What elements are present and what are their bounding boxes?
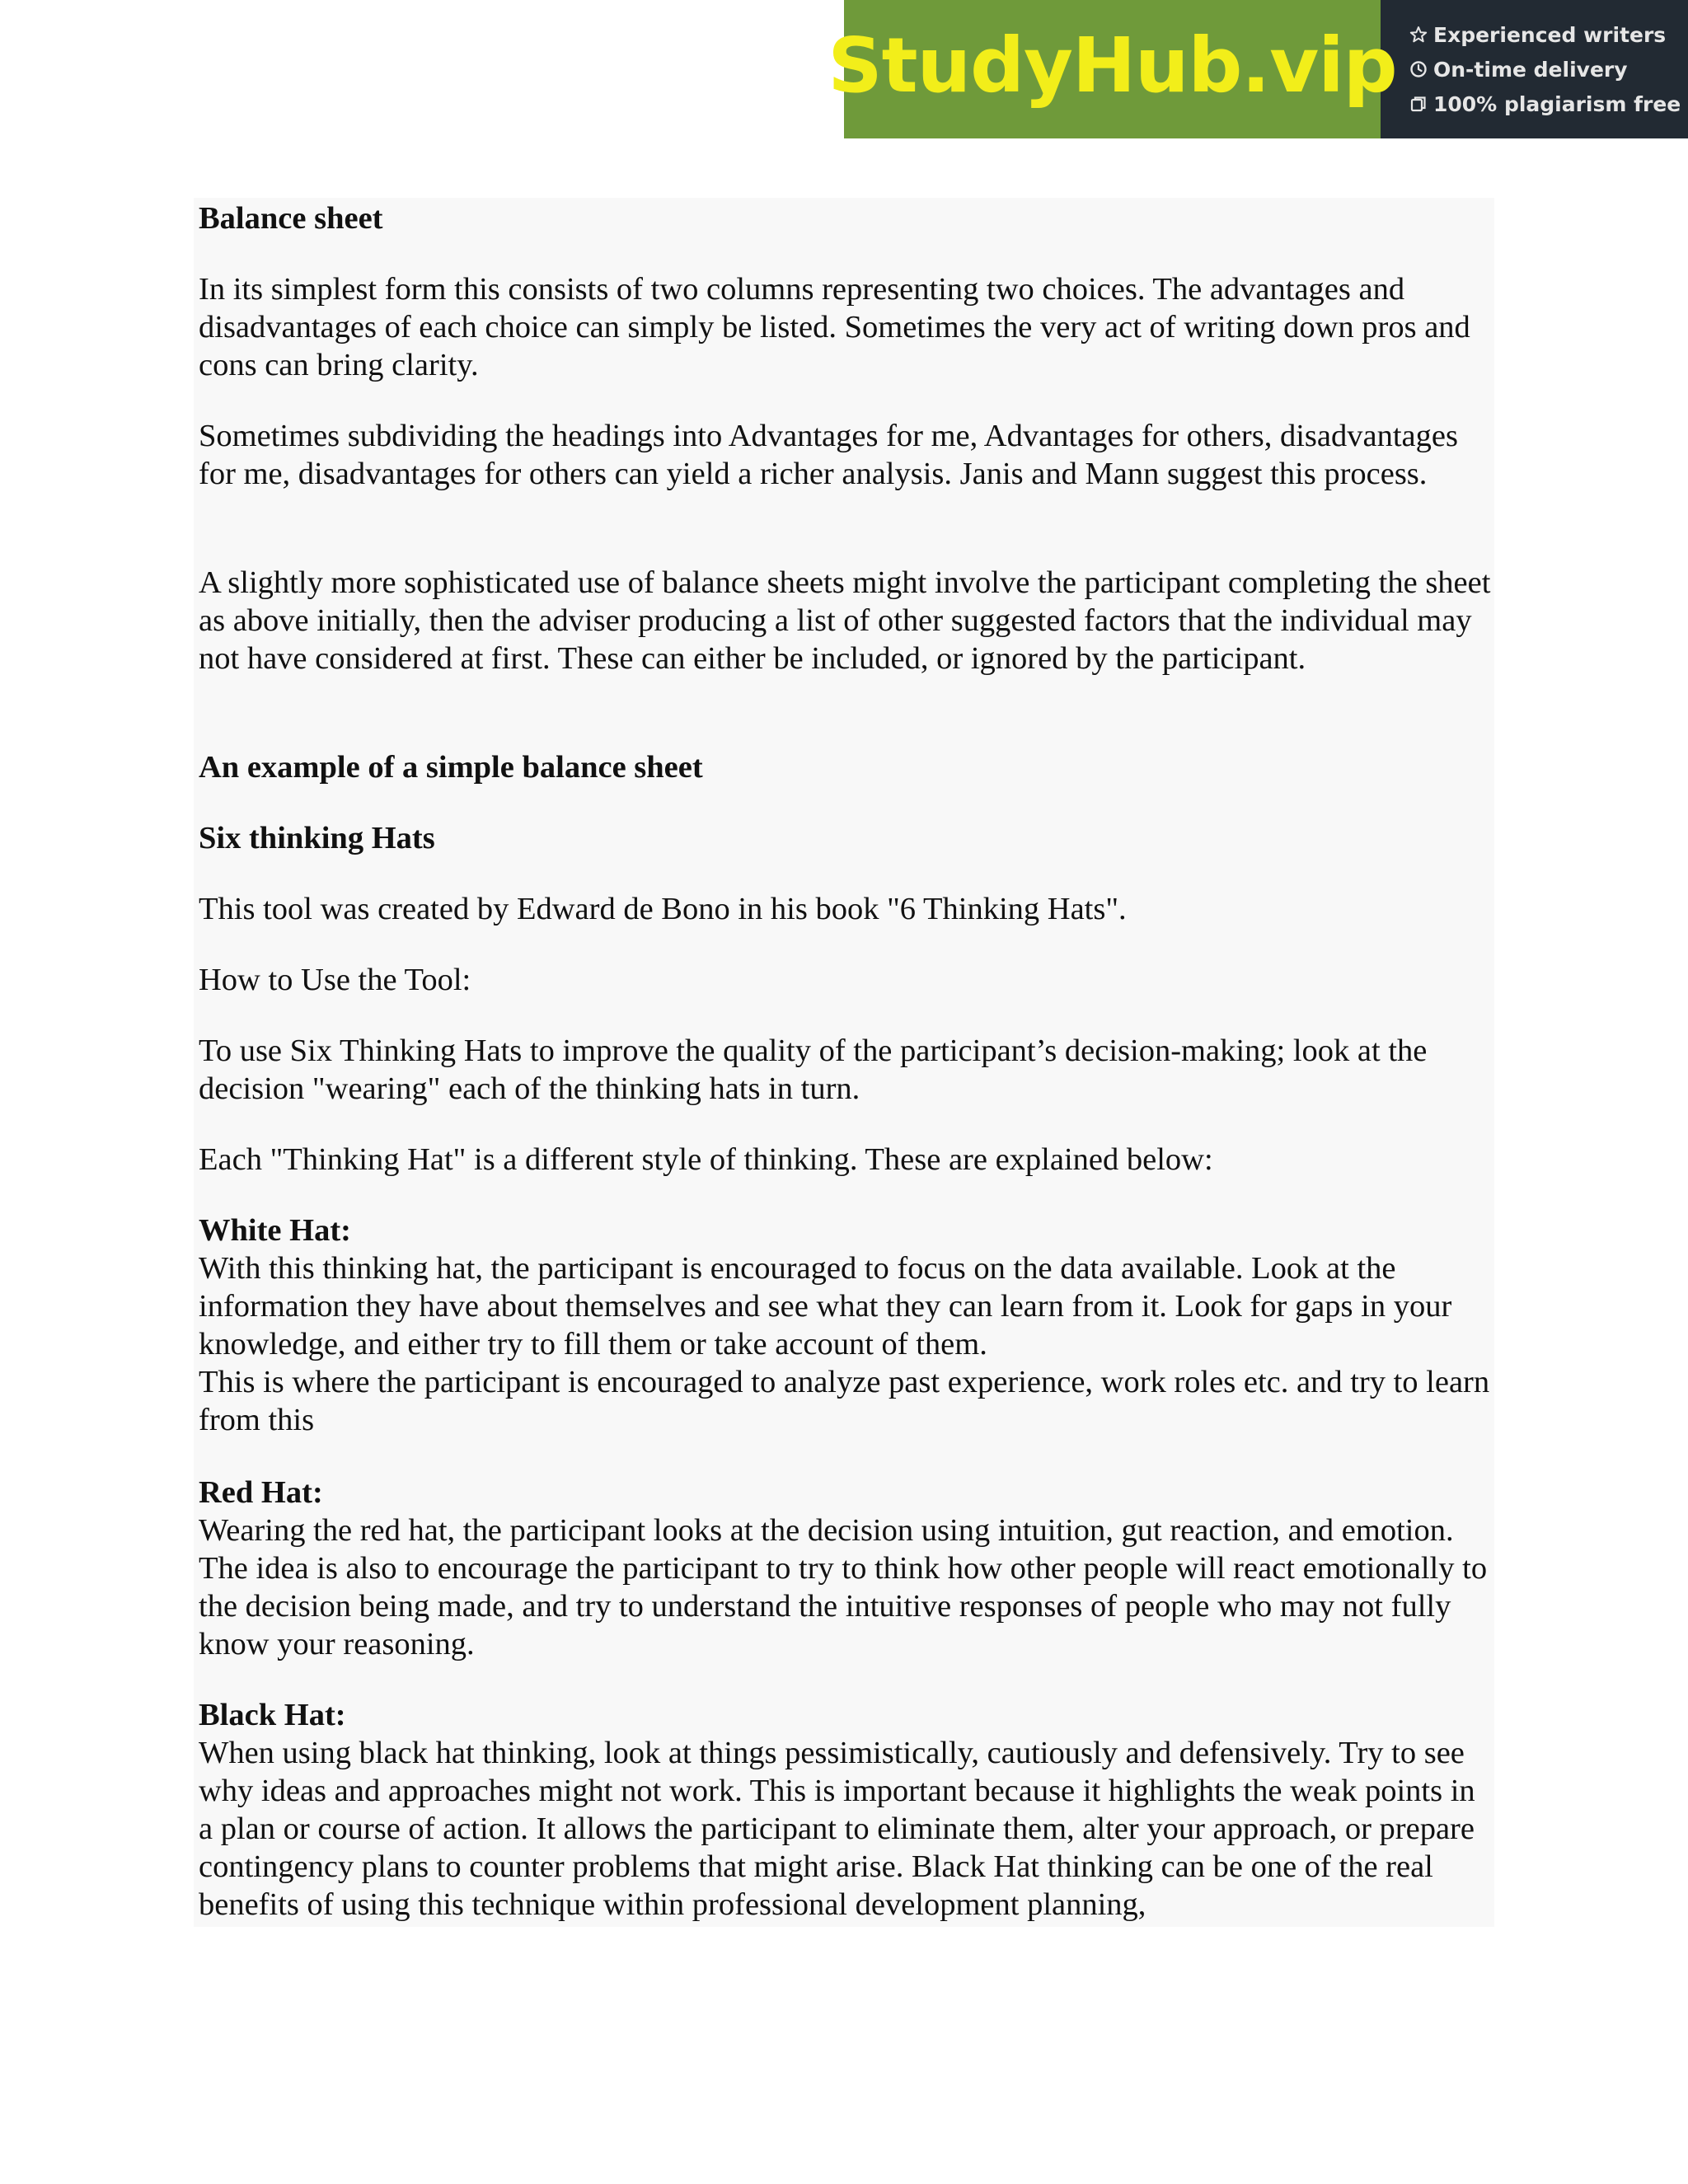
feature-label: 100% plagiarism free [1433, 91, 1681, 116]
section-white-hat [199, 1212, 1494, 1439]
red-hat-text: Wearing the red hat, the participant looks at the decision using intuition, gut reaction, and emotion. The idea is also to encourage the participant to try to think how other people will react emotionally to the decision being made, and try to understand the intuitive responses of people who may not fully know your reasoning. [199, 1513, 1488, 1661]
feature-label: On-time delivery [1433, 57, 1628, 82]
white-hat-text-continued: This is where the participant is encouraged to analyze past experience, work roles etc. and try to learn from this [199, 1365, 1490, 1437]
feature-experienced-writers [1409, 17, 1688, 52]
section-red-hat [199, 1474, 1494, 1663]
heading-six-thinking-hats: Six thinking Hats [199, 821, 435, 855]
paragraph-subdividing [199, 417, 1494, 493]
feature-on-time-delivery [1409, 52, 1688, 87]
star-icon [1409, 25, 1428, 45]
white-hat-text: With this thinking hat, the participant is encouraged to focus on the data available. Look at the information they have about themselves and see what they can learn from it. Look for gaps in your knowledge, and either try to fill them or take account of them. [199, 1251, 1452, 1361]
paragraph-text: To use Six Thinking Hats to improve the quality of the participant’s decision-making; look at the decision "wearing" each of the thinking hats in turn. [199, 1033, 1428, 1106]
paragraph-text: A slightly more sophisticated use of balance sheets might involve the participant completing the sheet as above initially, then the adviser producing a list of other suggested factors that the individual may not have considered at first. These can either be included, or ignored by the participant. [199, 565, 1491, 676]
paragraph-each-hat: Each "Thinking Hat" is a different style of thinking. These are explained below: [199, 1142, 1213, 1177]
studyhub-banner[interactable] [828, 0, 1688, 138]
red-hat-title: Red Hat: [199, 1475, 323, 1510]
clock-icon [1409, 59, 1428, 79]
feature-plagiarism-free [1409, 87, 1688, 121]
paragraph-balance-sheet-intro [199, 270, 1494, 384]
paragraph-sophisticated-use [199, 564, 1494, 677]
brand-panel [828, 0, 1397, 138]
section-black-hat [199, 1696, 1494, 1924]
features-panel [1381, 0, 1688, 138]
black-hat-text: When using black hat thinking, look at things pessimistically, cautiously and defensively. Try to see why ideas and approaches might not work. This is important because it highlights the weak points in a plan or course of action. It allows the participant to eliminate them, alter your approach, or prepare contingency plans to counter problems that might arise. Black Hat thinking can be one of the real benefits of using this technique within professional development planning, [199, 1736, 1475, 1922]
white-hat-title: White Hat: [199, 1213, 351, 1248]
document-page [194, 198, 1494, 1927]
copy-icon [1409, 94, 1428, 114]
paragraph-how-to-use: How to Use the Tool: [199, 963, 471, 997]
heading-balance-sheet: Balance sheet [199, 201, 383, 236]
paragraph-text: Sometimes subdividing the headings into Advantages for me, Advantages for others, disadvantages for me, disadvantages for others can yield a richer analysis. Janis and Mann suggest this process. [199, 419, 1458, 491]
heading-example: An example of a simple balance sheet [199, 750, 703, 785]
brand-logo: StudyHub.vip [828, 21, 1397, 110]
feature-label: Experienced writers [1433, 22, 1667, 47]
paragraph-tool-created: This tool was created by Edward de Bono in his book "6 Thinking Hats". [199, 892, 1127, 926]
paragraph-to-use [199, 1032, 1494, 1108]
black-hat-title: Black Hat: [199, 1698, 346, 1732]
paragraph-text: In its simplest form this consists of two columns representing two choices. The advantages and disadvantages of each choice can simply be listed. Sometimes the very act of writing down pros and cons can bring clarity. [199, 272, 1470, 382]
